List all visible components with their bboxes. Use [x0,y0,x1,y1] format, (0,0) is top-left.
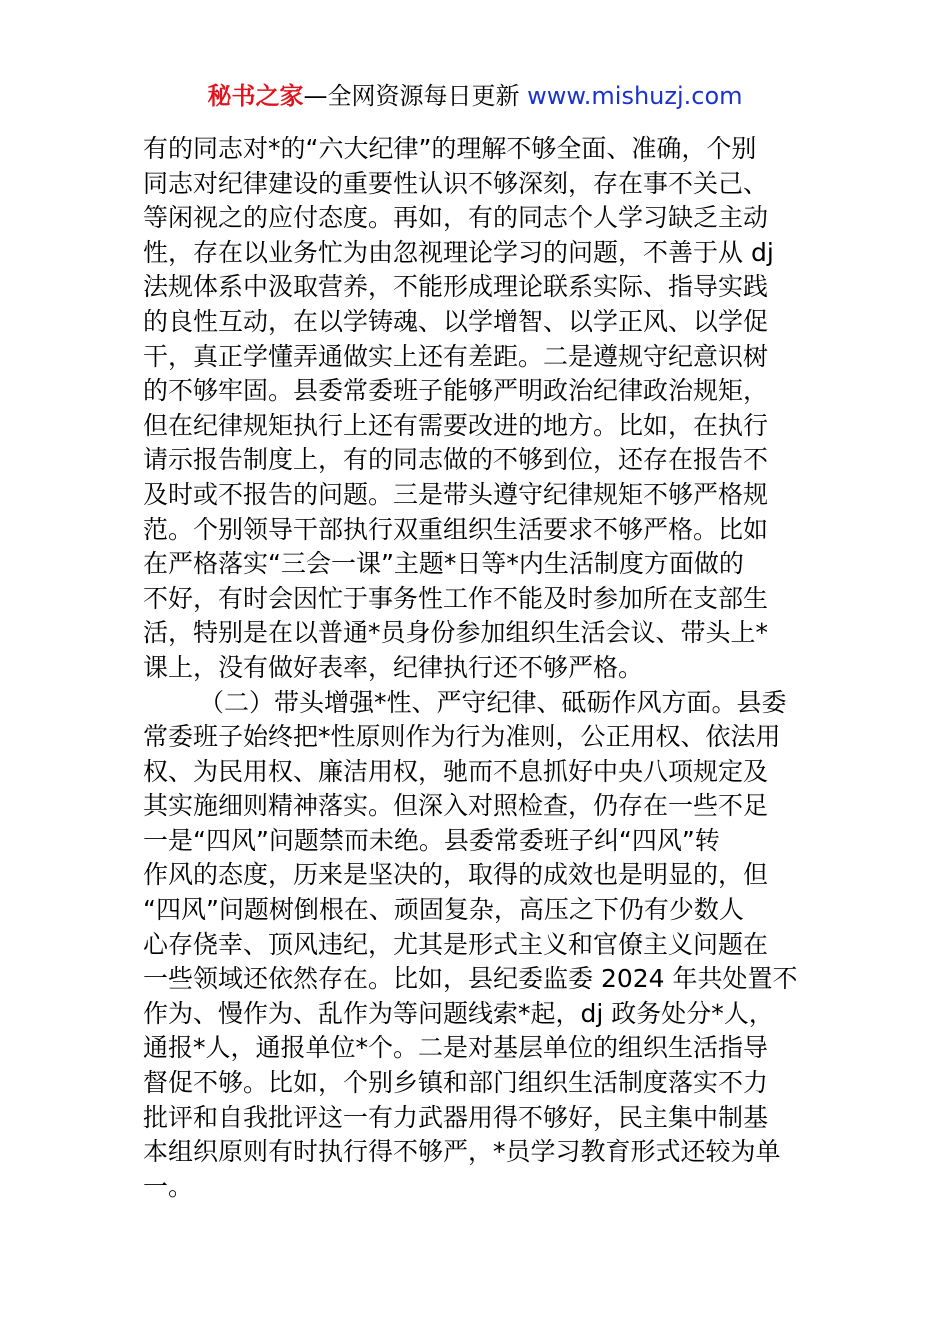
text-line: 同志对纪律建设的重要性认识不够深刻，存在事不关己、 [143,168,769,198]
text-line: 一是“四风”问题禁而未绝。县委常委班子纠“四风”转 [143,825,720,855]
text-line: 心存侥幸、顶风违纪，尤其是形式主义和官僚主义问题在 [143,929,769,959]
text-line: 作风的态度，历来是坚决的，取得的成效也是明显的，但 [143,860,769,890]
text-line: 范。个别领导干部执行双重组织生活要求不够严格。比如 [143,514,769,544]
header-tagline: —全网资源每日更新 [303,82,520,110]
text-line: 一。 [143,1171,194,1201]
text-line: 活，特别是在以普通*员身份参加组织生活会议、带头上* [143,618,769,648]
text-line: 有的同志对*的“六大纪律”的理解不够全面、准确，个别 [143,134,757,163]
text-line: 其实施细则精神落实。但深入对照检查，仍存在一些不足 [143,791,769,821]
brand-name: 秘书之家 [207,82,304,110]
text-line: 请示报告制度上，有的同志做的不够到位，还存在报告不 [143,445,769,475]
text-line: 作为、慢作为、乱作为等问题线索*起，dj 政务处分*人， [143,998,774,1028]
text-line: 法规体系中汲取营养，不能形成理论联系实际、指导实践 [143,272,769,302]
text-line: 不好，有时会因忙于事务性工作不能及时参加所在支部生 [143,583,769,613]
text-line: 干，真正学懂弄通做实上还有差距。二是遵规守纪意识树 [143,341,769,371]
section-heading-line: （二）带头增强*性、严守纪律、砥砺作风方面。县委 [199,687,787,717]
text-line: 一些领域还依然存在。比如，县纪委监委 2024 年共处置不 [143,964,798,994]
text-line: 及时或不报告的问题。三是带头遵守纪律规矩不够严格规 [143,479,769,509]
text-line: 批评和自我批评这一有力武器用得不够好，民主集中制基 [143,1102,769,1132]
text-line: 本组织原则有时执行得不够严，*员学习教育形式还较为单 [143,1137,781,1167]
text-line: “四风”问题树倒根在、顽固复杂，高压之下仍有少数人 [143,895,744,925]
text-line: 在严格落实“三会一课”主题*日等*内生活制度方面做的 [143,549,744,579]
text-line: 权、为民用权、廉洁用权，驰而不息抓好中央八项规定及 [143,756,769,786]
text-line: 的良性互动，在以学铸魂、以学增智、以学正风、以学促 [143,306,769,336]
text-line: 等闲视之的应付态度。再如，有的同志个人学习缺乏主动 [143,203,769,233]
site-url-link[interactable]: www.mishuzj.com [527,82,743,110]
text-line: 性，存在以业务忙为由忽视理论学习的问题，不善于从 dj [143,237,774,267]
text-line: 的不够牢固。县委常委班子能够严明政治纪律政治规矩， [143,376,769,406]
text-line: 课上，没有做好表率，纪律执行还不够严格。 [143,652,644,682]
text-line: 但在纪律规矩执行上还有需要改进的地方。比如，在执行 [143,410,769,440]
text-line: 常委班子始终把*性原则作为行为准则，公正用权、依法用 [143,722,781,752]
text-line: 通报*人，通报单位*个。二是对基层单位的组织生活指导 [143,1033,769,1063]
site-header [0,80,950,112]
text-line: 督促不够。比如，个别乡镇和部门组织生活制度落实不力 [143,1068,769,1098]
document-body [143,132,808,1204]
